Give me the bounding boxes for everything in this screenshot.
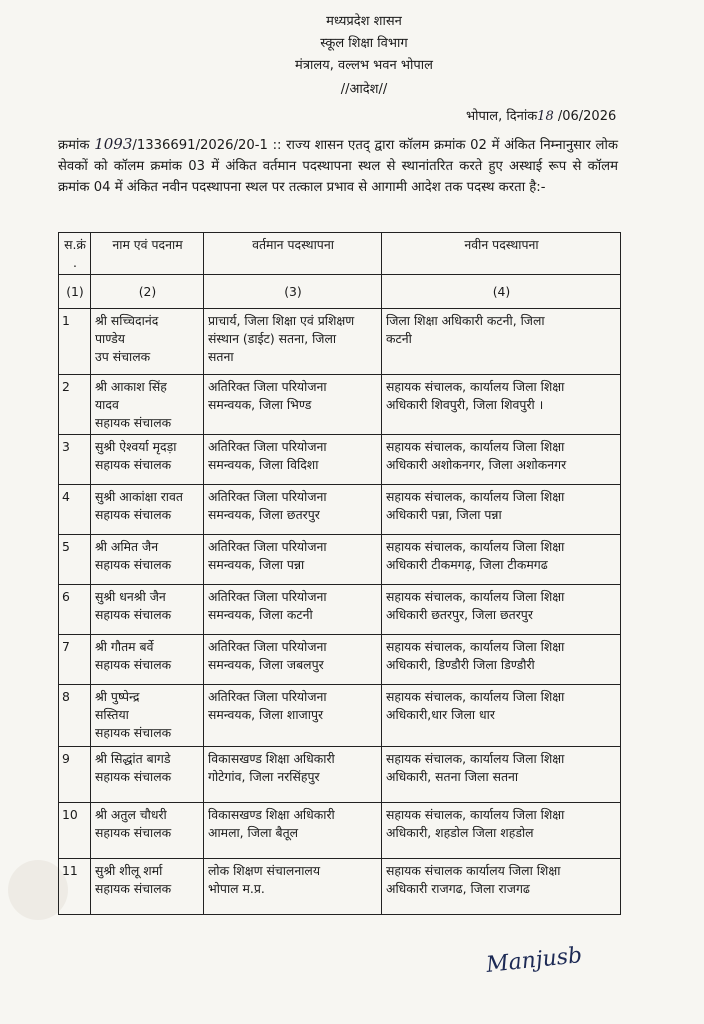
- officer-name-line: सहायक संचालक: [95, 769, 172, 784]
- current-posting-cell: [204, 859, 382, 915]
- posting-line: समन्वयक, जिला कटनी: [208, 607, 313, 622]
- serial-number: 2: [59, 375, 91, 435]
- posting-line: सहायक संचालक, कार्यालय जिला शिक्षा: [386, 689, 565, 704]
- new-posting-cell: [382, 535, 621, 585]
- table-row: [59, 535, 621, 585]
- serial-number: 6: [59, 585, 91, 635]
- posting-line: कटनी: [386, 331, 412, 346]
- officer-name-cell: [91, 375, 204, 435]
- officer-name-line: श्री अतुल चौधरी: [95, 807, 167, 822]
- posting-line: सहायक संचालक, कार्यालय जिला शिक्षा: [386, 439, 565, 454]
- header-serial: स.क्रं.: [59, 233, 91, 275]
- posting-line: अधिकारी टीकमगढ़, जिला टीकमगढ: [386, 557, 548, 572]
- posting-line: समन्वयक, जिला छतरपुर: [208, 507, 320, 522]
- officer-name-cell: [91, 747, 204, 803]
- posting-line: अतिरिक्त जिला परियोजना: [208, 639, 327, 654]
- officer-name-cell: [91, 485, 204, 535]
- posting-line: सहायक संचालक कार्यालय जिला शिक्षा: [386, 863, 561, 878]
- posting-line: अधिकारी पन्ना, जिला पन्ना: [386, 507, 502, 522]
- posting-line: अधिकारी, शहडोल जिला शहडोल: [386, 825, 534, 840]
- posting-line: सहायक संचालक, कार्यालय जिला शिक्षा: [386, 539, 565, 554]
- new-posting-cell: [382, 309, 621, 375]
- posting-line: सहायक संचालक, कार्यालय जिला शिक्षा: [386, 751, 565, 766]
- new-posting-cell: [382, 485, 621, 535]
- posting-line: समन्वयक, जिला पन्ना: [208, 557, 305, 572]
- order-date: [466, 106, 616, 124]
- serial-number: 10: [59, 803, 91, 859]
- current-posting-cell: [204, 585, 382, 635]
- officer-name-line: श्री पुष्पेन्द्र: [95, 689, 140, 704]
- posting-line: सहायक संचालक, कार्यालय जिला शिक्षा: [386, 807, 565, 822]
- officer-name-cell: [91, 535, 204, 585]
- officer-name-line: श्री आकाश सिंह: [95, 379, 167, 394]
- posting-line: अधिकारी राजगढ, जिला राजगढ: [386, 881, 530, 896]
- officer-name-cell: [91, 309, 204, 375]
- posting-line: संस्थान (डाईट) सतना, जिला: [208, 331, 337, 346]
- posting-line: अधिकारी छतरपुर, जिला छतरपुर: [386, 607, 533, 622]
- posting-line: समन्वयक, जिला भिण्ड: [208, 397, 312, 412]
- date-prefix: भोपाल, दिनांक: [466, 109, 538, 124]
- posting-line: गोटेगांव, जिला नरसिंहपुर: [208, 769, 320, 784]
- posting-line: अधिकारी,धार जिला धार: [386, 707, 495, 722]
- posting-line: विकासखण्ड शिक्षा अधिकारी: [208, 807, 335, 822]
- current-posting-cell: [204, 375, 382, 435]
- order-paragraph: [58, 134, 618, 198]
- table-row: [59, 485, 621, 535]
- order-body: राज्य शासन एतद् द्वारा कॉलम क्रमांक 02 में अंकित निम्नानुसार लोक सेवकों को कॉलम क्रमांक 03 में अंकित वर्तमान पदस्थापना स्थल से स्थानांतरित करते हुए अस्थाई रूप से कॉलम क्रमांक 04 में अंकित नवीन पदस्थापना स्थल पर तत्काल प्रभाव से आगामी आदेश तक पदस्थ करता है:-: [58, 138, 618, 195]
- column-number: (3): [204, 275, 382, 309]
- officer-name-line: यादव: [95, 397, 119, 412]
- officer-name-cell: [91, 435, 204, 485]
- date-day-handwritten: 18: [537, 109, 554, 124]
- posting-line: सतना: [208, 349, 234, 364]
- new-posting-cell: [382, 685, 621, 747]
- column-number-row: [59, 275, 621, 309]
- posting-line: समन्वयक, जिला विदिशा: [208, 457, 319, 472]
- serial-number: 5: [59, 535, 91, 585]
- table-row: [59, 635, 621, 685]
- officer-name-line: श्री अमित जैन: [95, 539, 159, 554]
- posting-line: अधिकारी, सतना जिला सतना: [386, 769, 519, 784]
- posting-line: अतिरिक्त जिला परियोजना: [208, 379, 327, 394]
- current-posting-cell: [204, 747, 382, 803]
- officer-name-cell: [91, 585, 204, 635]
- officer-name-line: सुश्री शीलू शर्मा: [95, 863, 163, 878]
- table-row: [59, 685, 621, 747]
- table-row: [59, 585, 621, 635]
- header-government: मध्यप्रदेश शासन: [326, 14, 402, 29]
- serial-number: 9: [59, 747, 91, 803]
- posting-line: अधिकारी शिवपुरी, जिला शिवपुरी ।: [386, 397, 544, 412]
- officer-name-line: उप संचालक: [95, 349, 151, 364]
- serial-number: 11: [59, 859, 91, 915]
- order-number-label: क्रमांक: [58, 138, 95, 153]
- order-number-handwritten: 1093: [94, 135, 133, 153]
- order-title: //आदेश//: [340, 82, 388, 97]
- officer-name-line: सुश्री आकांक्षा रावत: [95, 489, 183, 504]
- column-number: (1): [59, 275, 91, 309]
- new-posting-cell: [382, 859, 621, 915]
- posting-line: आमला, जिला बैतूल: [208, 825, 299, 840]
- officer-name-cell: [91, 635, 204, 685]
- transfer-table: [58, 232, 621, 915]
- officer-name-line: सहायक संचालक: [95, 657, 172, 672]
- posting-line: अधिकारी अशोकनगर, जिला अशोकनगर: [386, 457, 567, 472]
- posting-line: सहायक संचालक, कार्यालय जिला शिक्षा: [386, 489, 565, 504]
- officer-name-line: सहायक संचालक: [95, 557, 172, 572]
- header-current-posting: वर्तमान पदस्थापना: [204, 233, 382, 275]
- current-posting-cell: [204, 803, 382, 859]
- header-address: मंत्रालय, वल्लभ भवन भोपाल: [295, 58, 433, 73]
- posting-line: प्राचार्य, जिला शिक्षा एवं प्रशिक्षण: [208, 313, 355, 328]
- officer-name-line: सस्तिया: [95, 707, 129, 722]
- new-posting-cell: [382, 635, 621, 685]
- table-row: [59, 309, 621, 375]
- header-new-posting: नवीन पदस्थापना: [382, 233, 621, 275]
- serial-number: 4: [59, 485, 91, 535]
- posting-line: सहायक संचालक, कार्यालय जिला शिक्षा: [386, 379, 565, 394]
- table-row: [59, 435, 621, 485]
- table-row: [59, 859, 621, 915]
- new-posting-cell: [382, 435, 621, 485]
- table-row: [59, 747, 621, 803]
- serial-number: 8: [59, 685, 91, 747]
- header-department: स्कूल शिक्षा विभाग: [320, 36, 408, 51]
- officer-name-line: श्री गौतम बर्वे: [95, 639, 154, 654]
- new-posting-cell: [382, 375, 621, 435]
- serial-number: 7: [59, 635, 91, 685]
- officer-name-cell: [91, 859, 204, 915]
- table-header-row: [59, 233, 621, 275]
- posting-line: विकासखण्ड शिक्षा अधिकारी: [208, 751, 335, 766]
- posting-line: अतिरिक्त जिला परियोजना: [208, 589, 327, 604]
- current-posting-cell: [204, 309, 382, 375]
- posting-line: सहायक संचालक, कार्यालय जिला शिक्षा: [386, 639, 565, 654]
- officer-name-line: सहायक संचालक: [95, 415, 172, 430]
- new-posting-cell: [382, 803, 621, 859]
- officer-name-line: सहायक संचालक: [95, 457, 172, 472]
- new-posting-cell: [382, 585, 621, 635]
- serial-number: 1: [59, 309, 91, 375]
- current-posting-cell: [204, 485, 382, 535]
- officer-name-line: सुश्री धनश्री जैन: [95, 589, 166, 604]
- current-posting-cell: [204, 685, 382, 747]
- officer-name-line: पाण्डेय: [95, 331, 125, 346]
- officer-name-line: श्री सिद्धांत बागडे: [95, 751, 171, 766]
- officer-name-line: श्री सच्चिदानंद: [95, 313, 159, 328]
- order-number-suffix: /1336691/2026/20-1 ::: [132, 138, 282, 153]
- current-posting-cell: [204, 435, 382, 485]
- posting-line: अधिकारी, डिण्डौरी जिला डिण्डौरी: [386, 657, 535, 672]
- table-row: [59, 375, 621, 435]
- posting-line: अतिरिक्त जिला परियोजना: [208, 439, 327, 454]
- current-posting-cell: [204, 535, 382, 585]
- table-row: [59, 803, 621, 859]
- posting-line: समन्वयक, जिला जबलपुर: [208, 657, 324, 672]
- officer-name-line: सुश्री ऐश्वर्या मृदड़ा: [95, 439, 177, 454]
- posting-line: अतिरिक्त जिला परियोजना: [208, 489, 327, 504]
- posting-line: सहायक संचालक, कार्यालय जिला शिक्षा: [386, 589, 565, 604]
- officer-name-line: सहायक संचालक: [95, 825, 172, 840]
- column-number: (4): [382, 275, 621, 309]
- officer-name-line: सहायक संचालक: [95, 607, 172, 622]
- posting-line: लोक शिक्षण संचालनालय: [208, 863, 321, 878]
- officer-name-cell: [91, 685, 204, 747]
- new-posting-cell: [382, 747, 621, 803]
- officer-name-line: सहायक संचालक: [95, 507, 172, 522]
- officer-name-cell: [91, 803, 204, 859]
- posting-line: अतिरिक्त जिला परियोजना: [208, 539, 327, 554]
- signature: Manjusb: [484, 943, 584, 978]
- column-number: (2): [91, 275, 204, 309]
- officer-name-line: सहायक संचालक: [95, 881, 172, 896]
- posting-line: भोपाल म.प्र.: [208, 881, 265, 896]
- date-suffix: /06/2026: [553, 109, 617, 124]
- posting-line: अतिरिक्त जिला परियोजना: [208, 689, 327, 704]
- officer-name-line: सहायक संचालक: [95, 725, 172, 740]
- posting-line: समन्वयक, जिला शाजापुर: [208, 707, 324, 722]
- header-name: नाम एवं पदनाम: [91, 233, 204, 275]
- posting-line: जिला शिक्षा अधिकारी कटनी, जिला: [386, 313, 545, 328]
- current-posting-cell: [204, 635, 382, 685]
- serial-number: 3: [59, 435, 91, 485]
